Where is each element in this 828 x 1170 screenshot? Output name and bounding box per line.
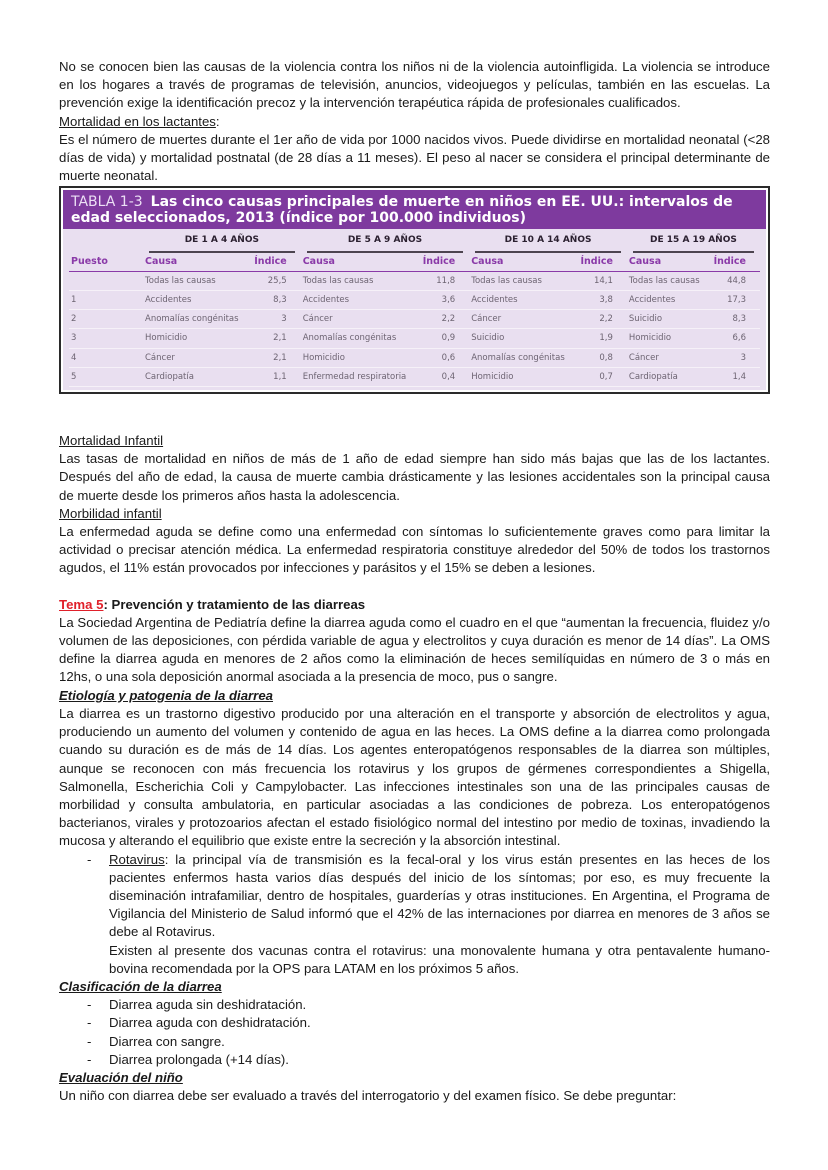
group-10-14 xyxy=(469,231,627,252)
tema-label: Tema 5 xyxy=(59,596,104,612)
table-body xyxy=(63,229,766,390)
cell-indice: 0,4 xyxy=(417,367,469,386)
col-indice: Índice xyxy=(708,253,760,272)
table-row xyxy=(69,271,760,290)
col-indice: Índice xyxy=(248,253,300,272)
list-item: - Diarrea aguda con deshidratación. xyxy=(87,1014,770,1032)
section-evaluacion-heading xyxy=(59,1069,770,1087)
heading-text: Mortalidad en los lactantes xyxy=(59,113,216,129)
group-label: DE 5 A 9 AÑOS xyxy=(307,231,464,252)
cell-indice: 2,2 xyxy=(417,310,469,329)
section-infantil-heading xyxy=(59,432,770,450)
cell-puesto: 3 xyxy=(69,329,143,348)
group-15-19 xyxy=(627,231,760,252)
cell-causa: Accidentes xyxy=(143,291,248,310)
document-page xyxy=(59,58,770,1105)
cell-puesto: 5 xyxy=(69,367,143,386)
cell-causa: Homicidio xyxy=(469,367,574,386)
group-label: DE 10 A 14 AÑOS xyxy=(475,231,621,252)
section-morbilidad-heading xyxy=(59,505,770,523)
cell-causa: Accidentes xyxy=(627,291,708,310)
paragraph-tema5: La Sociedad Argentina de Pediatría define la diarrea aguda como el cuadro en el que “aumentan la frecuencia, fluidez y/o volumen de las deposiciones, con pérdida variable de agua y electrolitos y cuya duración es menor de 14 días”. La OMS define la diarrea aguda en menores de 2 años como la eliminación de heces semilíquidas en número de 3 o más en 12hs, o una sola deposición anormal asociada a la presencia de moco, pus o sangre. xyxy=(59,614,770,685)
group-5-9 xyxy=(301,231,470,252)
table-group-row xyxy=(69,231,760,252)
cell-causa: Todas las causas xyxy=(301,271,417,290)
cell-indice: 0,9 xyxy=(417,329,469,348)
cell-causa: Homicidio xyxy=(143,329,248,348)
cell-indice: 11,8 xyxy=(417,271,469,290)
table-row xyxy=(69,291,760,310)
cell-indice: 3,6 xyxy=(417,291,469,310)
list-item xyxy=(87,851,770,942)
paragraph-evaluacion: Un niño con diarrea debe ser evaluado a través del interrogatorio y del examen físico. Se debe preguntar: xyxy=(59,1088,677,1104)
section-clasificacion-heading xyxy=(59,978,770,996)
cell-indice: 8,3 xyxy=(248,291,300,310)
table-row xyxy=(69,329,760,348)
cell-causa: Todas las causas xyxy=(143,271,248,290)
section-tema5-heading xyxy=(59,596,770,614)
heading-text: Evaluación del niño xyxy=(59,1069,183,1085)
cell-causa: Todas las causas xyxy=(627,271,708,290)
cell-causa: Accidentes xyxy=(469,291,574,310)
heading-text: Mortalidad Infantil xyxy=(59,433,164,449)
cell-indice: 3 xyxy=(708,348,760,367)
heading-colon: : xyxy=(215,113,220,129)
cell-causa: Todas las causas xyxy=(469,271,574,290)
table-title xyxy=(63,190,766,229)
cell-causa: Homicidio xyxy=(627,329,708,348)
empty-cell xyxy=(69,231,143,252)
cell-indice: 17,3 xyxy=(708,291,760,310)
cell-indice: 0,8 xyxy=(575,348,627,367)
cell-causa: Suicidio xyxy=(469,329,574,348)
cell-causa: Homicidio xyxy=(301,348,417,367)
cell-causa: Anomalías congénitas xyxy=(469,348,574,367)
rotavirus-text: : la principal vía de transmisión es la fecal-oral y los virus están presentes en las heces de los pacientes enfermos hasta varios días después del inicio de los síntomas; por eso, es muy frecuente la diseminación intrafamiliar, dentro de hospitales, guarderías y otras instituciones. En Argentina, el Programa de Vigilancia del Ministerio de Salud informó que el 42% de las internaciones por diarrea en menores de 3 años se debe al Rotavirus. xyxy=(109,851,770,940)
list-item: - Diarrea con sangre. xyxy=(87,1033,770,1051)
cell-indice: 3,8 xyxy=(575,291,627,310)
cell-puesto: 4 xyxy=(69,348,143,367)
cell-causa: Anomalías congénitas xyxy=(301,329,417,348)
cell-puesto: 1 xyxy=(69,291,143,310)
paragraph-lactantes: Es el número de muertes durante el 1er año de vida por 1000 nacidos vivos. Puede dividirse en mortalidad neonatal (<28 días de vida) y mortalidad postnatal (de 28 días a 11 meses). El peso al nacer se considera el principal determinante de muerte neonatal. xyxy=(59,131,770,184)
list-item: - Diarrea prolongada (+14 días). xyxy=(87,1051,770,1069)
table-row xyxy=(69,310,760,329)
cell-indice: 1,9 xyxy=(575,329,627,348)
cell-indice: 0,7 xyxy=(575,367,627,386)
cell-indice: 1,4 xyxy=(708,367,760,386)
table-row xyxy=(69,367,760,386)
paragraph-violence: No se conocen bien las causas de la violencia contra los niños ni de la violencia autoinfligida. La violencia se introduce en los hogares a través de programas de televisión, anuncios, videojuegos y películas, también en las escuelas. La prevención exige la identificación precoz y la intervención terapéutica rápida de profesionales cualificados. xyxy=(59,59,770,111)
cell-causa: Cardiopatía xyxy=(143,367,248,386)
heading-text: Morbilidad infantil xyxy=(59,505,162,521)
paragraph-morbilidad: La enfermedad aguda se define como una enfermedad con síntomas lo suficientemente graves como para limitar la actividad o precisar atención médica. La enfermedad respiratoria constituye alrededor del 50% de todos los trastornos agudos, el 11% están provocados por infecciones y parásitos y el 15% se deben a lesiones. xyxy=(59,524,770,576)
paragraph-infantil: Las tasas de mortalidad en niños de más de 1 año de edad siempre han sido más bajas que las de los lactantes. Después del año de edad, la causa de muerte cambia drásticamente y las lesiones accidentales son la principal causa de muerte desde los primeros años hasta la adolescencia. xyxy=(59,451,770,503)
cell-causa: Enfermedad respiratoria xyxy=(301,367,417,386)
cell-puesto: 2 xyxy=(69,310,143,329)
heading-text: Clasificación de la diarrea xyxy=(59,978,222,994)
cell-indice: 2,2 xyxy=(575,310,627,329)
cell-causa: Suicidio xyxy=(627,310,708,329)
cell-causa: Cáncer xyxy=(301,310,417,329)
cell-indice: 3 xyxy=(248,310,300,329)
cell-indice: 8,3 xyxy=(708,310,760,329)
rotavirus-label: Rotavirus xyxy=(109,851,165,867)
cell-causa: Cardiopatía xyxy=(627,367,708,386)
cell-puesto xyxy=(69,271,143,290)
table-row xyxy=(69,348,760,367)
cell-causa: Cáncer xyxy=(469,310,574,329)
cell-indice: 1,1 xyxy=(248,367,300,386)
cell-causa: Cáncer xyxy=(143,348,248,367)
cell-indice: 25,5 xyxy=(248,271,300,290)
col-causa: Causa xyxy=(627,253,708,272)
spacer xyxy=(59,396,770,432)
mortality-table xyxy=(59,186,770,394)
table-label: TABLA 1-3 xyxy=(71,194,143,211)
section-etiologia-heading xyxy=(59,687,770,705)
cell-indice: 6,6 xyxy=(708,329,760,348)
group-1-4 xyxy=(143,231,301,252)
group-label: DE 1 A 4 AÑOS xyxy=(149,231,295,252)
cell-causa: Anomalías congénitas xyxy=(143,310,248,329)
causes-table xyxy=(69,231,760,387)
col-indice: Índice xyxy=(575,253,627,272)
cell-indice: 2,1 xyxy=(248,329,300,348)
table-title-text: Las cinco causas principales de muerte en niños en EE. UU.: intervalos de edad seleccionados, 2013 (índice por 100.000 individuos) xyxy=(71,194,733,227)
cell-causa: Accidentes xyxy=(301,291,417,310)
heading-text: Etiología y patogenia de la diarrea xyxy=(59,687,273,703)
table-header-row xyxy=(69,253,760,272)
tema-title: : Prevención y tratamiento de las diarreas xyxy=(103,596,366,612)
rotavirus-list xyxy=(59,851,770,942)
cell-indice: 14,1 xyxy=(575,271,627,290)
cell-indice: 44,8 xyxy=(708,271,760,290)
paragraph-vacunas: Existen al presente dos vacunas contra el rotavirus: una monovalente humana y otra pentavalente humano-bovina recomendada por la OPS para LATAM en los próximos 5 años. xyxy=(109,942,770,976)
col-indice: Índice xyxy=(417,253,469,272)
col-puesto: Puesto xyxy=(69,253,143,272)
section-lactantes-heading xyxy=(59,113,770,131)
group-label: DE 15 A 19 AÑOS xyxy=(633,231,754,252)
cell-indice: 2,1 xyxy=(248,348,300,367)
col-causa: Causa xyxy=(143,253,248,272)
col-causa: Causa xyxy=(301,253,417,272)
list-item: - Diarrea aguda sin deshidratación. xyxy=(87,996,770,1014)
cell-causa: Cáncer xyxy=(627,348,708,367)
col-causa: Causa xyxy=(469,253,574,272)
paragraph-etiologia: La diarrea es un trastorno digestivo producido por una alteración en el transporte y absorción de electrolitos y agua, produciendo un aumento del volumen y contenido de agua en las heces. La OMS define a la diarrea como prolongada cuando su duración es de más de 14 días. Los agentes enteropatógenos responsables de la diarrea son múltiples, aunque se reconocen con más frecuencia los rotavirus y los grupos de gérmenes correspondientes a Shigella, Salmonella, Escherichia Coli y Campylobacter. Las infecciones intestinales son una de las principales causas de morbilidad y consulta ambulatoria, en particular asociadas a las condiciones de pobreza. Los enteropatógenos bacterianos, virales y protozoarios afectan el estado fisiológico normal del intestino por medio de toxinas, invadiendo la mucosa y alterando el equilibrio que existe entre la secreción y la absorción intestinal. xyxy=(59,705,770,849)
cell-indice: 0,6 xyxy=(417,348,469,367)
spacer xyxy=(59,578,770,596)
clasificacion-list xyxy=(59,996,770,1069)
